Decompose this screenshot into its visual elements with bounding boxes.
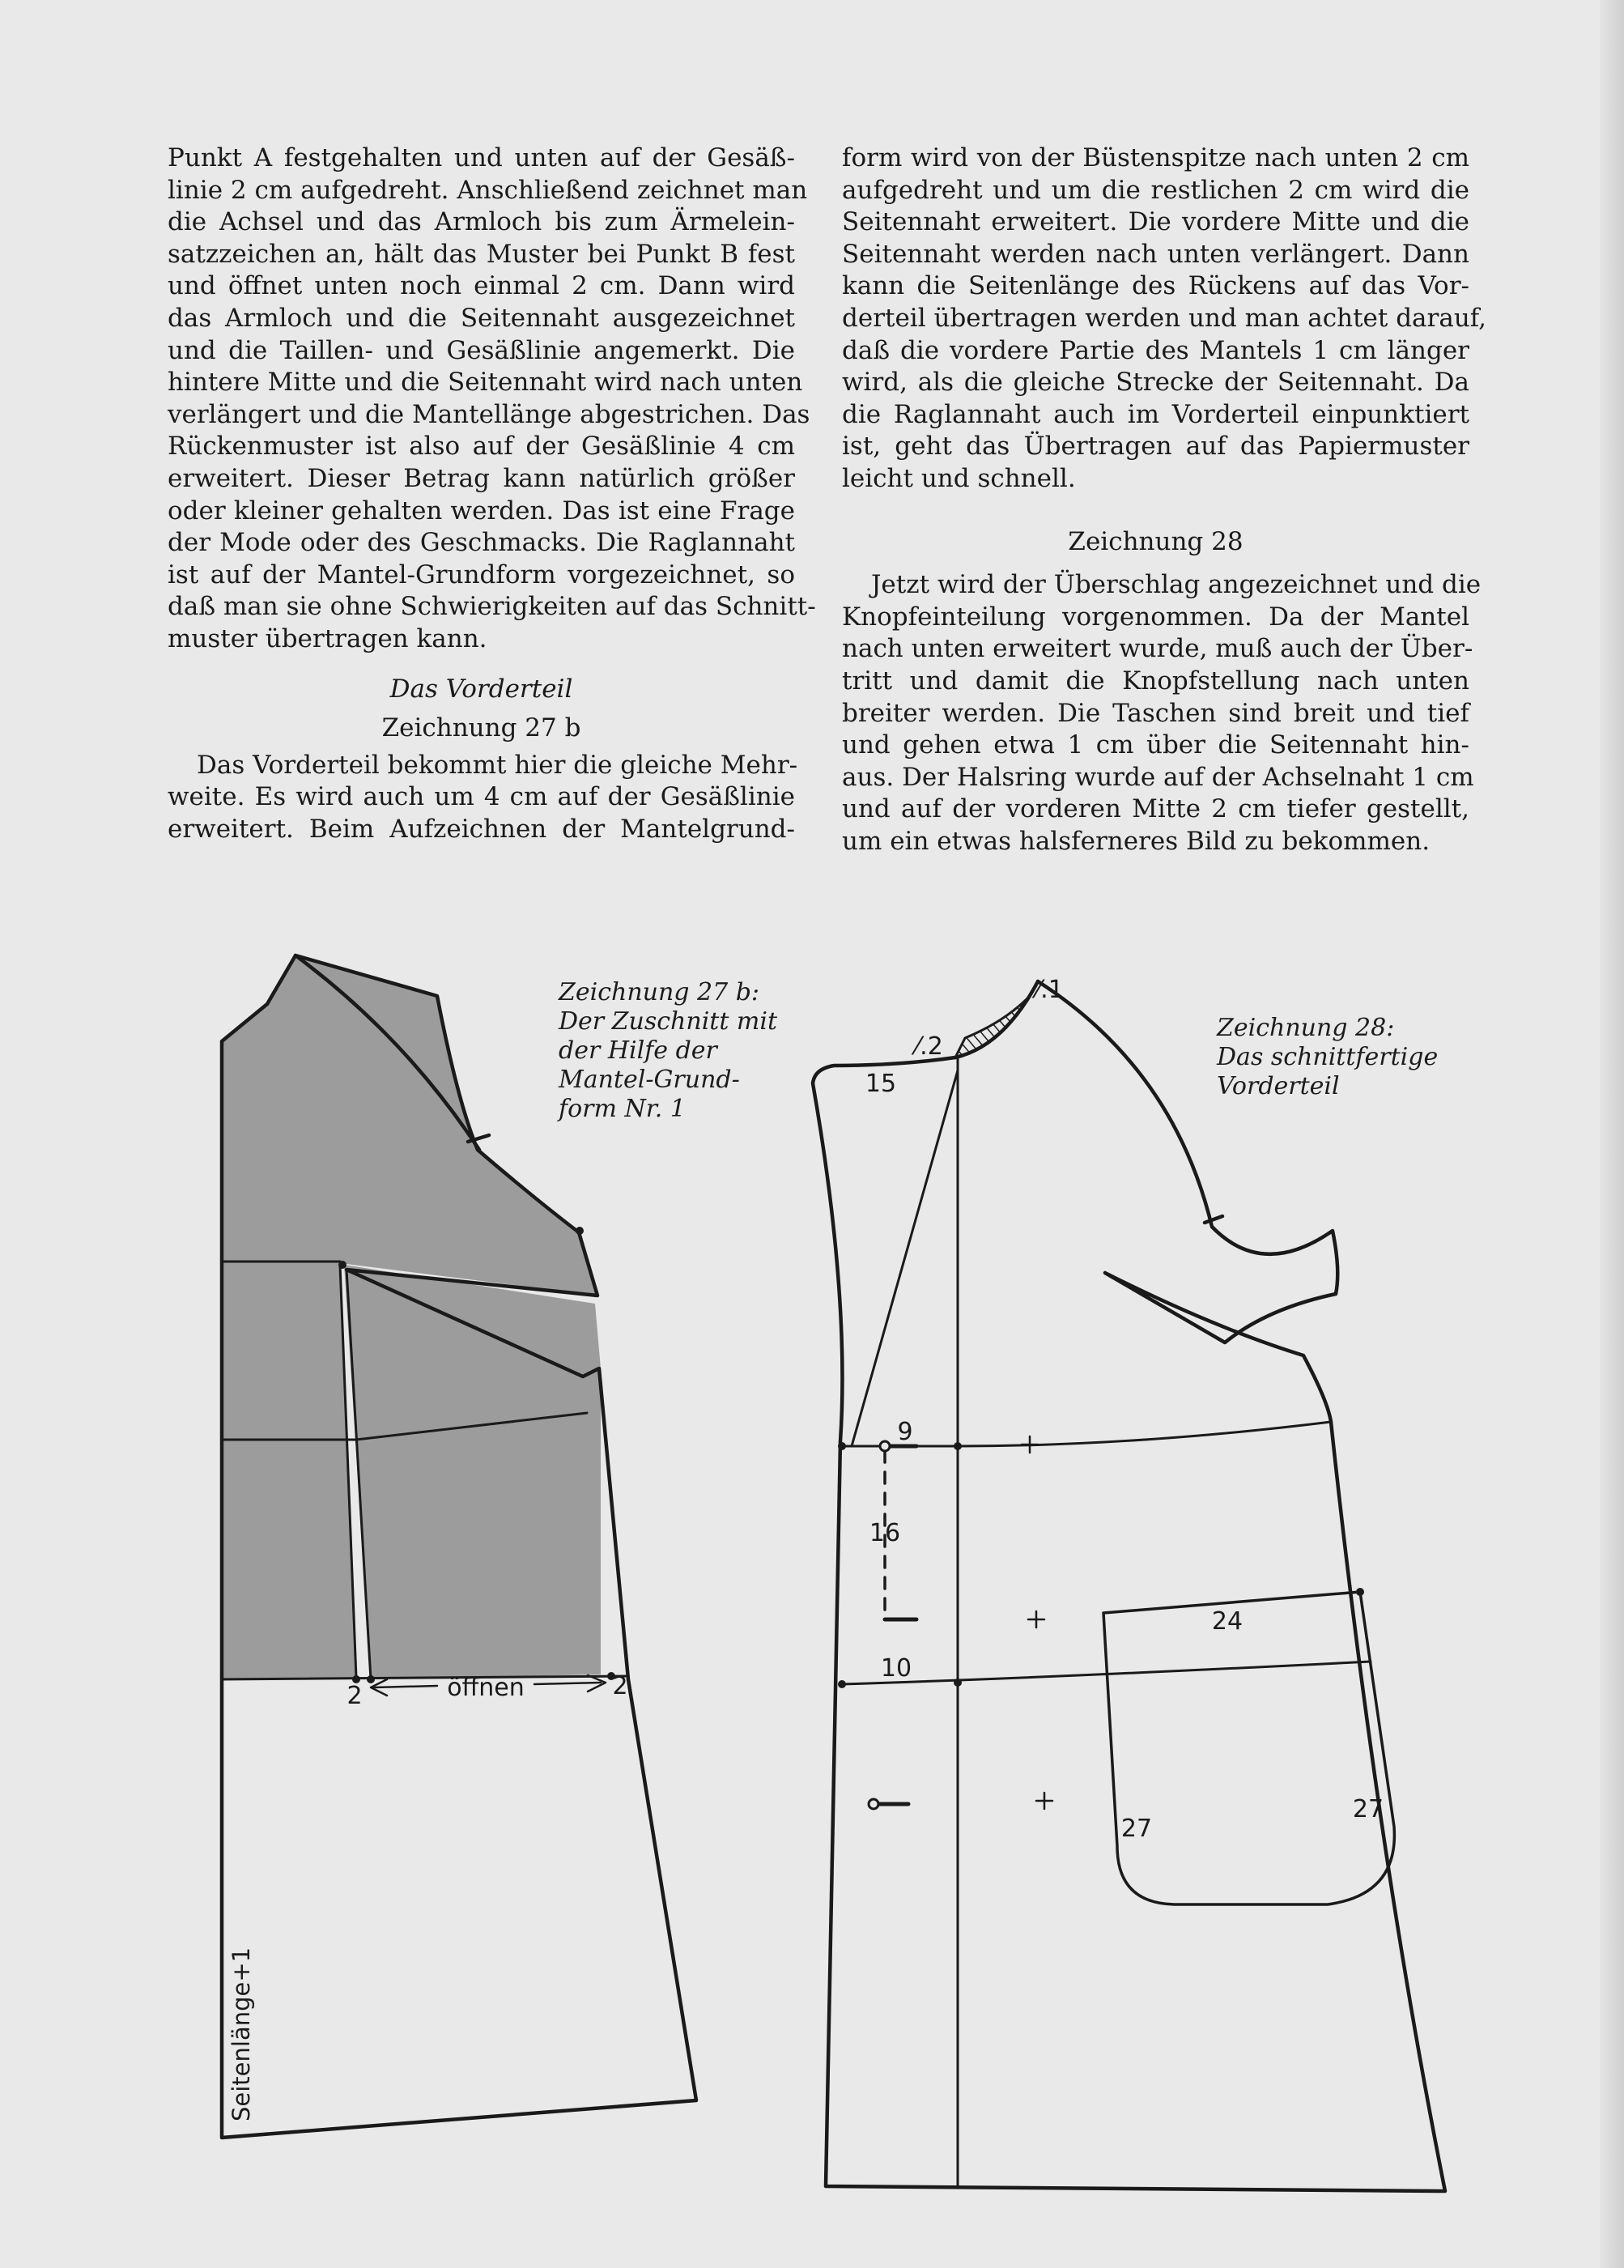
section-heading: Das Vorderteil	[389, 674, 573, 704]
caption-line: der Hilfe der	[559, 1036, 717, 1065]
figure-27b	[222, 955, 696, 2138]
open-arrow-left	[374, 1686, 437, 1687]
text-line: erweitert. Beim Aufzeichnen der Mantelgrund-	[168, 814, 795, 844]
text-line: wird, als die gleiche Strecke der Seitennaht. Da	[842, 368, 1469, 398]
text-line: um ein etwas halsferneres Bild zu bekommen.	[842, 826, 1431, 856]
text-line: Punkt A festgehalten und unten auf der Gesäß-	[168, 143, 795, 172]
label-28-2: ⁄.2	[916, 1032, 943, 1061]
buttonhole-end	[880, 1441, 890, 1451]
caption-line: Zeichnung 27 b:	[559, 978, 760, 1006]
plus-mark	[1022, 1436, 1038, 1453]
text-line: erweitert. Dieser Betrag kann natürlich größer	[168, 463, 795, 493]
label-open: öffnen	[447, 1674, 525, 1702]
label-27b-left-2: 2	[346, 1682, 363, 1710]
text-line: und öffnet unten noch einmal 2 cm. Dann wird	[168, 271, 795, 301]
buttonhole-end	[869, 1799, 878, 1809]
text-line: leicht und schnell.	[842, 463, 1076, 493]
text-line: aus. Der Halsring wurde auf der Achselnaht 1 cm	[842, 762, 1474, 792]
text-line: breiter werden. Die Taschen sind breit und tief	[842, 698, 1469, 728]
diagonal-guide	[852, 1070, 958, 1446]
text-line: derteil übertragen werden und man achtet darauf,	[842, 303, 1487, 333]
caption-line: Zeichnung 28:	[1217, 1014, 1395, 1042]
text-line: aufgedreht und um die restlichen 2 cm wird die	[842, 175, 1469, 205]
pattern-outline-28	[813, 981, 1445, 2191]
text-line: die Achsel und das Armloch bis zum Ärmelein-	[168, 207, 795, 237]
text-line: muster übertragen kann.	[168, 623, 487, 653]
plus-mark	[1028, 1611, 1044, 1628]
label-28-9: 9	[897, 1418, 913, 1446]
text-line: ist, geht das Übertragen auf das Papiermuster	[842, 432, 1469, 462]
point-marker	[838, 1680, 846, 1688]
notch-mark	[1205, 1216, 1222, 1223]
point-marker	[838, 1442, 846, 1450]
text-line: und gehen etwa 1 cm über die Seitennaht hin-	[842, 730, 1469, 760]
text-line: Seitennaht erweitert. Die vordere Mitte und die	[842, 207, 1469, 237]
point-marker	[954, 1679, 962, 1687]
caption-line: Der Zuschnitt mit	[559, 1007, 778, 1036]
text-line: satzzeichen an, hält das Muster bei Punkt B fest	[168, 239, 795, 269]
text-line: weite. Es wird auch um 4 cm auf der Gesäßlinie	[168, 782, 795, 812]
drawing-heading-28: Zeichnung 28	[1068, 526, 1244, 556]
point-marker	[954, 1442, 962, 1450]
caption-line: Vorderteil	[1217, 1072, 1340, 1100]
label-28-1: ⁄.1	[1036, 976, 1064, 1004]
caption-line: Das schnittfertige	[1217, 1043, 1439, 1071]
text-line: daß man sie ohne Schwierigkeiten auf das Schnitt-	[168, 592, 816, 622]
caption-line: form Nr. 1	[559, 1095, 686, 1123]
text-line: daß die vordere Partie des Mantels 1 cm länger	[842, 335, 1469, 365]
pocket-outline	[1103, 1592, 1394, 1904]
label-28-10: 10	[880, 1654, 912, 1683]
point-marker	[1356, 1588, 1364, 1596]
label-28-27-left: 27	[1120, 1815, 1153, 1843]
text-line: die Raglannaht auch im Vorderteil einpunktiert	[842, 399, 1469, 429]
point-marker	[367, 1675, 375, 1683]
label-28-24: 24	[1211, 1607, 1244, 1636]
text-line: Das Vorderteil bekommt hier die gleiche Mehr-	[197, 750, 798, 780]
text-line: tritt und damit die Knopfstellung nach unten	[842, 666, 1469, 696]
point-marker	[576, 1227, 584, 1235]
caption-line: Mantel-Grund-	[559, 1066, 740, 1094]
label-28-16: 16	[869, 1519, 901, 1547]
text-line: hintere Mitte und die Seitennaht wird nach unten	[168, 368, 803, 398]
text-line: oder kleiner gehalten werden. Das ist eine Frage	[168, 496, 795, 526]
text-line: der Mode oder des Geschmacks. Die Raglannaht	[168, 528, 795, 558]
neck-adjustment-hatch	[955, 981, 1038, 1057]
text-line: form wird von der Büstenspitze nach unten 2 cm	[842, 143, 1469, 172]
label-28-27-right: 27	[1352, 1795, 1384, 1823]
open-arrow-right	[534, 1683, 601, 1684]
text-line: nach unten erweitert wurde, muß auch der Über-	[842, 634, 1473, 664]
waist-line	[842, 1422, 1331, 1446]
label-side-length: Seitenlänge+1	[227, 1947, 255, 2121]
text-line: kann die Seitenlänge des Rückens auf das Vor-	[842, 271, 1469, 301]
text-line: Rückenmuster ist also auf der Gesäßlinie 4 cm	[168, 432, 795, 462]
text-line: und auf der vorderen Mitte 2 cm tiefer gestellt,	[842, 794, 1469, 824]
figure-28	[813, 981, 1445, 2191]
label-27b-right-2: 2	[612, 1672, 628, 1700]
text-line: Jetzt wird der Überschlag angezeichnet und die	[871, 570, 1482, 600]
drawing-heading-27b: Zeichnung 27 b	[381, 713, 581, 743]
text-line: verlängert und die Mantellänge abgestrichen. Das	[168, 399, 810, 429]
point-marker	[338, 1261, 346, 1269]
text-line: das Armloch und die Seitennaht ausgezeichnet	[168, 303, 795, 333]
text-line: Seitennaht werden nach unten verlängert. Dann	[842, 239, 1469, 269]
plus-mark	[1036, 1793, 1052, 1809]
text-line: und die Taillen- und Gesäßlinie angemerkt. Die	[168, 335, 795, 365]
text-line: Knopfeinteilung vorgenommen. Da der Mantel	[842, 602, 1469, 632]
text-line: ist auf der Mantel-Grundform vorgezeichnet, so	[168, 560, 795, 589]
text-line: linie 2 cm aufgedreht. Anschließend zeichnet man	[168, 175, 808, 205]
label-28-15: 15	[865, 1070, 897, 1098]
